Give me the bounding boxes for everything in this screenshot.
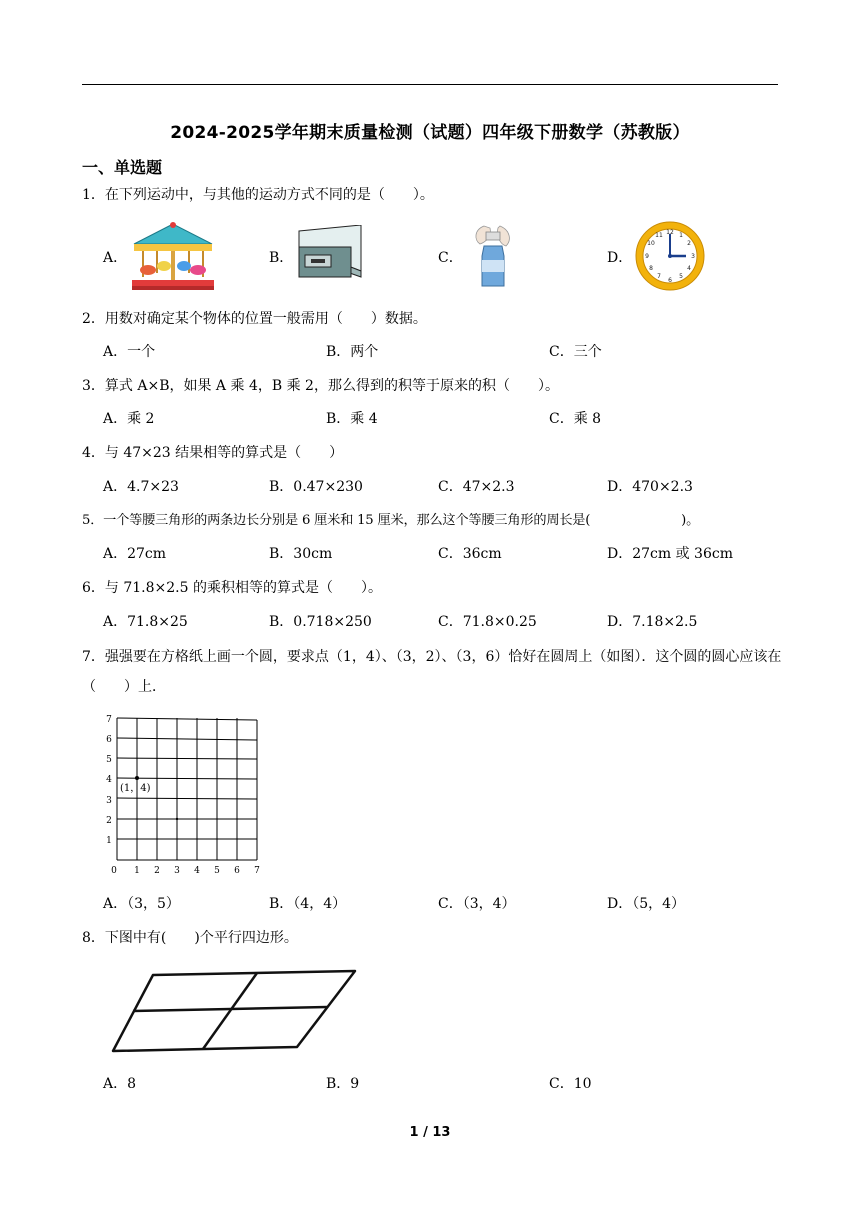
q1-option-d-label[interactable]: D．	[607, 250, 633, 266]
question-3-stem: 3．算式 A×B，如果 A 乘 4，B 乘 2，那么得到的积等于原来的积（ ）。	[82, 378, 559, 394]
q7-option-a[interactable]: A．（3，5）	[103, 896, 180, 912]
svg-text:4: 4	[687, 265, 691, 272]
clock-icon	[634, 220, 706, 296]
question-2-stem: 2．用数对确定某个物体的位置一般需用（ ）数据。	[82, 311, 427, 327]
top-rule	[82, 84, 778, 85]
question-6-stem: 6．与 71.8×2.5 的乘积相等的算式是（ ）。	[82, 580, 382, 596]
q4-option-a[interactable]: A．4.7×23	[103, 479, 179, 495]
parallelogram-figure	[105, 965, 365, 1064]
q1-option-a-label[interactable]: A．	[103, 250, 128, 266]
q5-option-b[interactable]: B．30cm	[269, 546, 333, 562]
x-tick: 2	[154, 866, 160, 876]
q2-option-b[interactable]: B．两个	[326, 344, 379, 360]
q3-option-c[interactable]: C．乘 8	[549, 411, 602, 427]
q7-option-b[interactable]: B．（4，4）	[269, 896, 347, 912]
q5-option-a[interactable]: A．27cm	[103, 546, 167, 562]
y-tick: 5	[106, 755, 112, 765]
q7-option-d[interactable]: D．（5，4）	[607, 896, 686, 912]
y-tick: 2	[106, 816, 112, 826]
svg-text:12: 12	[666, 229, 674, 236]
svg-text:1: 1	[679, 232, 683, 239]
q4-option-d[interactable]: D．470×2.3	[607, 479, 693, 495]
svg-text:11: 11	[655, 232, 663, 239]
q3-option-b[interactable]: B．乘 4	[326, 411, 378, 427]
q1-option-c-label[interactable]: C．	[438, 250, 463, 266]
q3-option-a[interactable]: A．乘 2	[103, 411, 155, 427]
coordinate-grid-figure	[100, 710, 270, 884]
x-tick: 5	[214, 866, 220, 876]
q4-option-c[interactable]: C．47×2.3	[438, 479, 515, 495]
y-tick: 6	[106, 735, 112, 745]
x-tick: 6	[234, 866, 240, 876]
svg-text:2: 2	[687, 240, 691, 247]
section-heading: 一、单选题	[82, 158, 163, 177]
svg-text:6: 6	[668, 277, 672, 284]
x-tick: 4	[194, 866, 200, 876]
x-tick: 7	[254, 866, 260, 876]
q8-option-c[interactable]: C．10	[549, 1076, 592, 1092]
page-number: 1 / 13	[409, 1125, 451, 1140]
drawer-icon	[295, 225, 365, 289]
q5-option-c[interactable]: C．36cm	[438, 546, 502, 562]
q2-option-a[interactable]: A．一个	[103, 344, 156, 360]
q5-option-d[interactable]: D．27cm 或 36cm	[607, 546, 733, 562]
q1-option-b-label[interactable]: B．	[269, 250, 294, 266]
q6-option-d[interactable]: D．7.18×2.5	[607, 614, 698, 630]
y-tick: 3	[106, 796, 112, 806]
q2-option-c[interactable]: C．三个	[549, 344, 602, 360]
q8-option-a[interactable]: A．8	[103, 1076, 137, 1092]
q6-option-c[interactable]: C．71.8×0.25	[438, 614, 537, 630]
carousel-icon	[128, 222, 218, 296]
q4-option-b[interactable]: B．0.47×230	[269, 479, 363, 495]
question-5-stem: 5．一个等腰三角形的两条边长分别是 6 厘米和 15 厘米，那么这个等腰三角形的周长是( )。	[82, 513, 700, 528]
svg-text:9: 9	[645, 253, 649, 260]
y-tick: 4	[106, 775, 112, 785]
question-7-stem: 7．强强要在方格纸上画一个圆，要求点（1，4）、（3，2）、（3，6）恰好在圆周上（如图）．这个圆的圆心应该在（ ）上．	[82, 649, 782, 695]
y-tick: 7	[106, 715, 112, 725]
q7-option-c[interactable]: C．（3，4）	[438, 896, 516, 912]
q6-option-b[interactable]: B．0.718×250	[269, 614, 372, 630]
page-title: 2024-2025学年期末质量检测（试题）四年级下册数学（苏教版）	[170, 123, 690, 143]
grid-point-label: (1，4)	[120, 783, 151, 794]
question-1-stem: 1．在下列运动中，与其他的运动方式不同的是（ ）。	[82, 187, 434, 203]
svg-text:3: 3	[691, 253, 695, 260]
svg-text:10: 10	[647, 240, 655, 247]
question-8-stem: 8．下图中有( )个平行四边形。	[82, 930, 298, 946]
question-4-stem: 4．与 47×23 结果相等的算式是（ ）	[82, 445, 344, 461]
q6-option-a[interactable]: A．71.8×25	[103, 614, 188, 630]
bottle-cap-icon	[470, 222, 520, 294]
q8-option-b[interactable]: B．9	[326, 1076, 360, 1092]
x-tick: 3	[174, 866, 180, 876]
svg-text:5: 5	[679, 273, 683, 280]
y-tick: 1	[106, 836, 112, 846]
x-tick: 1	[134, 866, 140, 876]
x-tick: 0	[111, 866, 117, 876]
svg-text:8: 8	[649, 265, 653, 272]
svg-text:7: 7	[657, 273, 661, 280]
